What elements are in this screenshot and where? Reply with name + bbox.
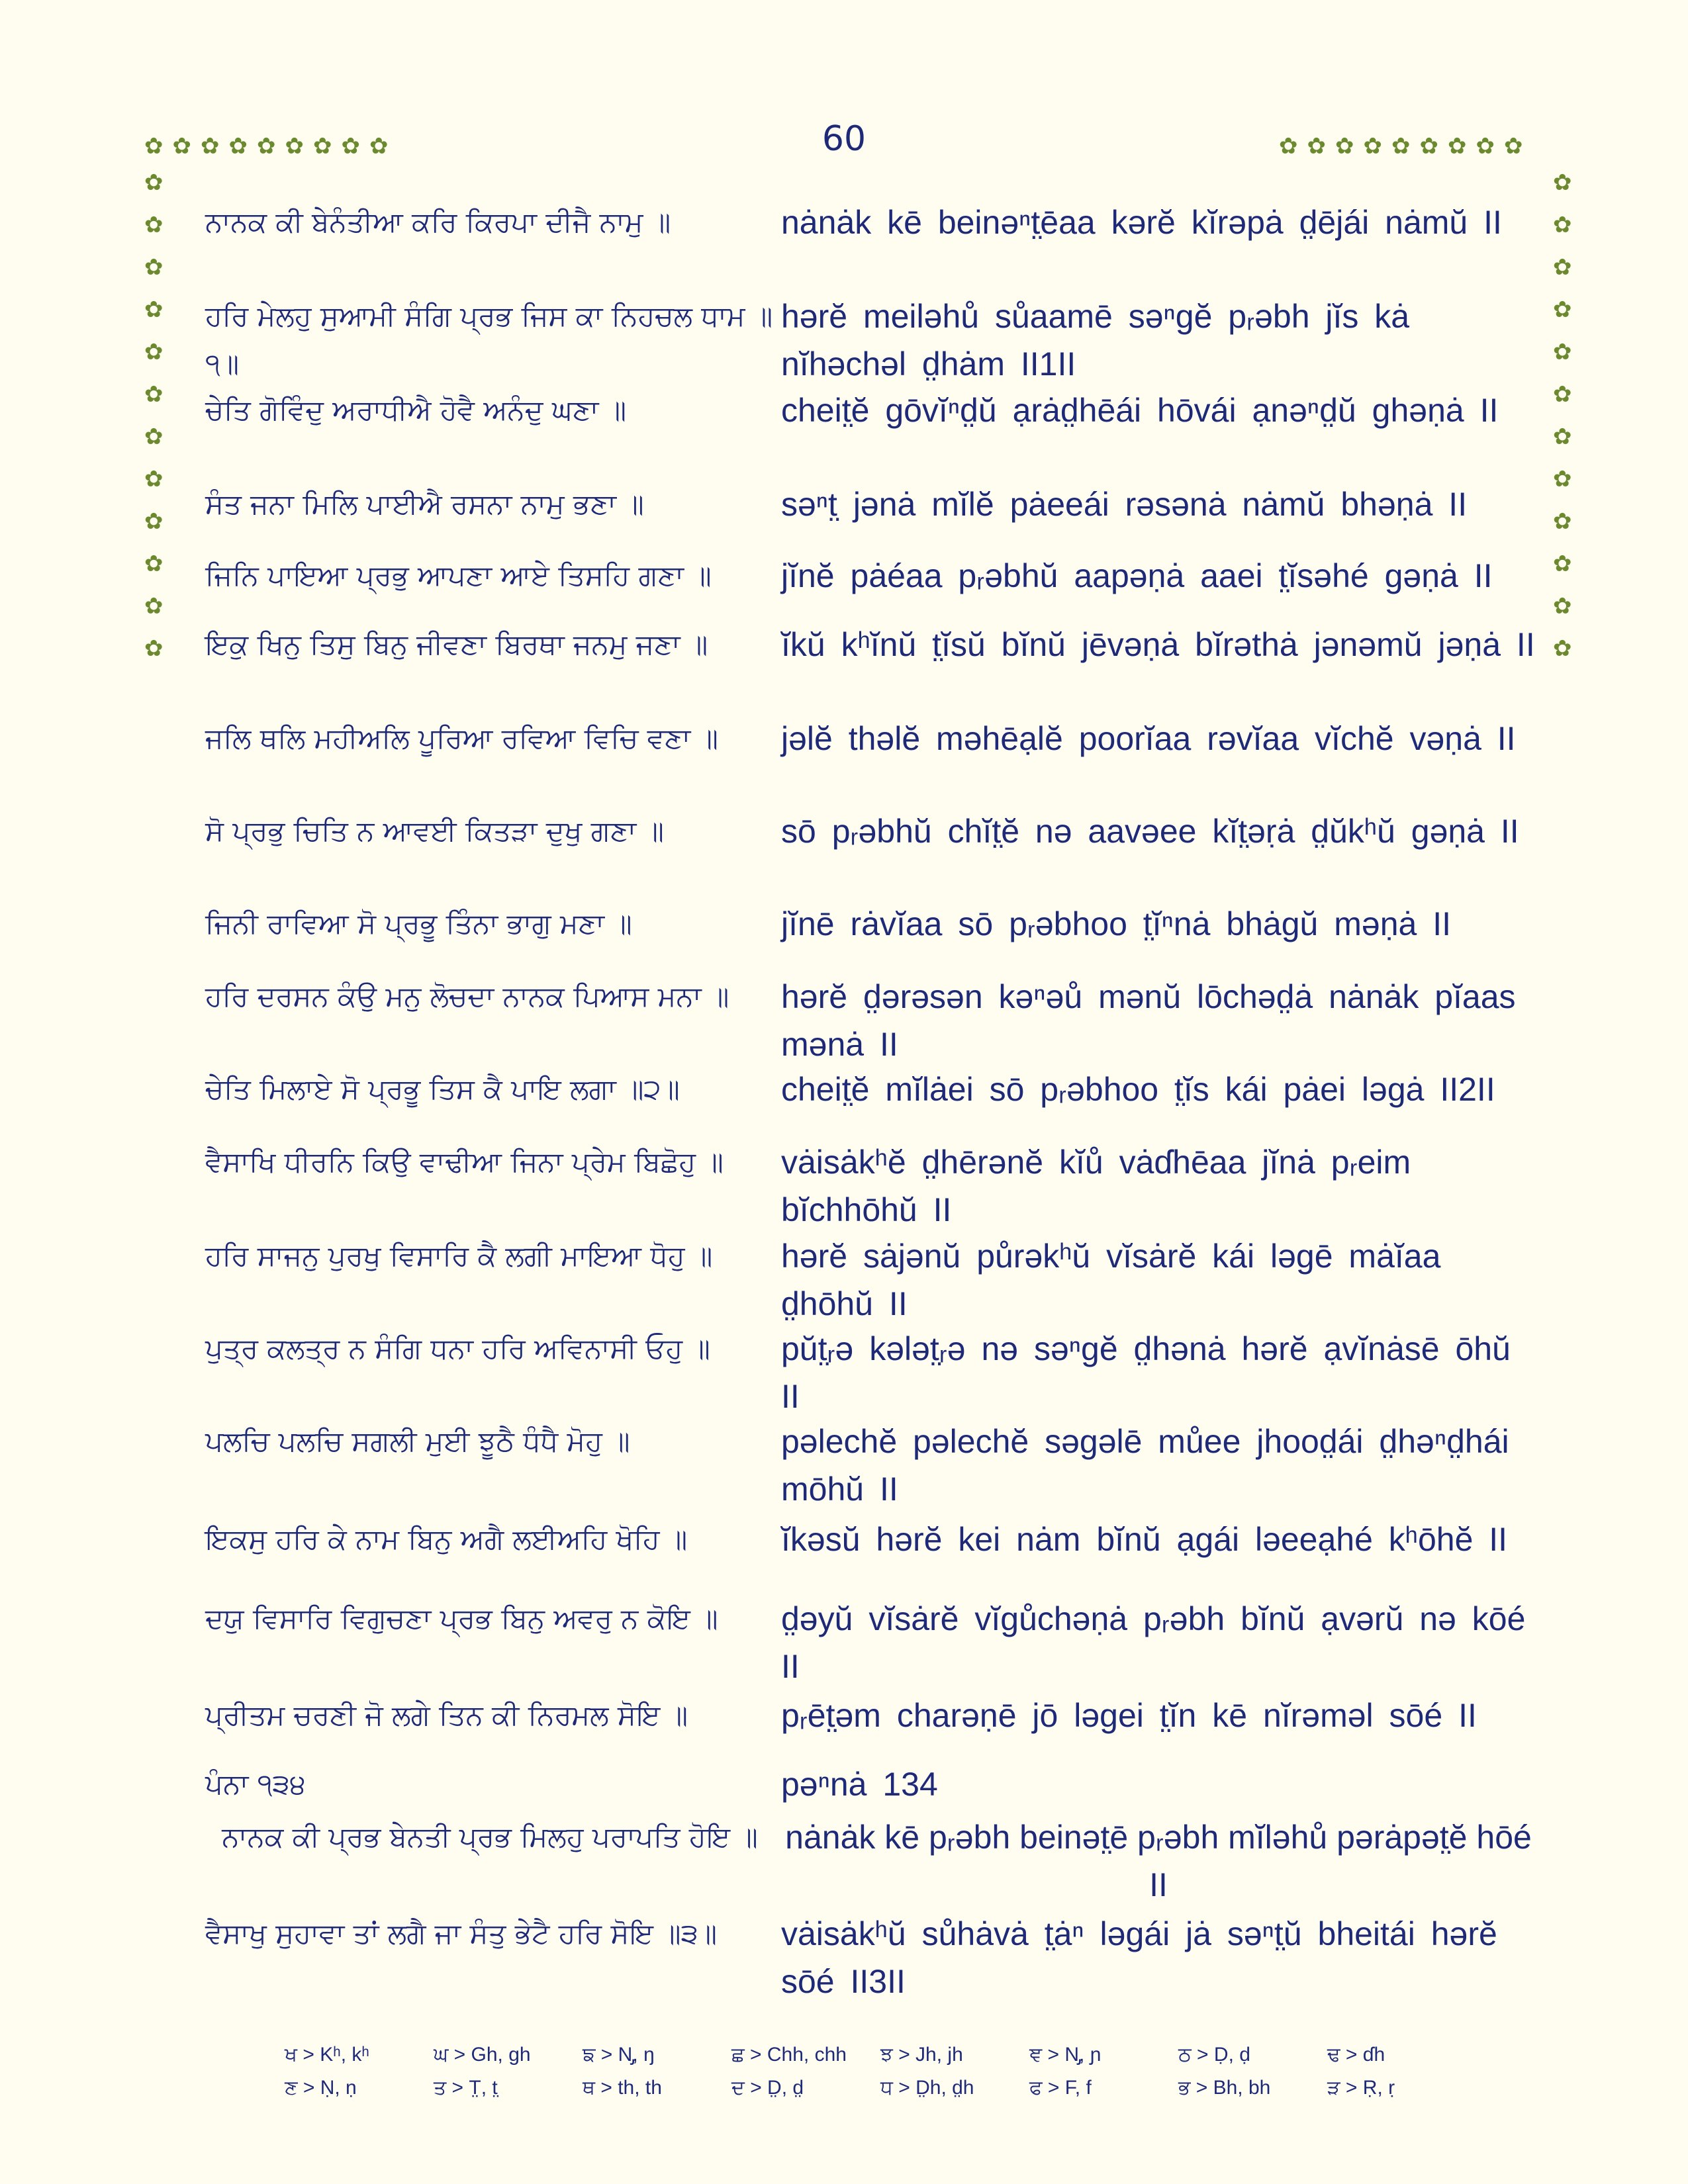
flower-icon: ✿ [1553, 254, 1572, 281]
flower-icon: ✿ [144, 254, 164, 281]
gurmukhi-text: ਨਾਨਕ ਕੀ ਪ੍ਰਭ ਬੇਨਤੀ ਪ੍ਰਭ ਮਿਲਹੁ ਪਰਾਪਤਿ ਹੋਇ ॥ [222, 1821, 758, 1853]
verse-row [205, 1418, 1536, 1508]
transliteration-text: jĭnĕ pȧéaa pᵣəbhŭ aapəṇȧ aaei t̤ĭsəhé gəṇȧ II [781, 557, 1493, 594]
transliteration-text: pəlechĕ pəlechĕ səgəlē můee jhood̤ái d̤həⁿd̤hái mōhŭ II [781, 1423, 1509, 1508]
verse-row [205, 1066, 1536, 1113]
transliteration-text: cheit̤ĕ mĭlȧei sō pᵣəbhoo t̤ĭs kái pȧei ləgȧ II2II [781, 1071, 1495, 1108]
legend-item: ਣ > Ṇ, ṇ [285, 2077, 357, 2099]
verse-row [205, 1232, 1536, 1322]
gurmukhi-text: ਇਕਸੁ ਹਰਿ ਕੇ ਨਾਮ ਬਿਨੁ ਅਗੈ ਲਈਅਹਿ ਖੋਹਿ ॥ [205, 1523, 688, 1555]
transliteration-legend [285, 2038, 1476, 2105]
flower-icon: ✿ [201, 133, 229, 159]
flower-icon: ✿ [1391, 133, 1420, 159]
flower-icon: ✿ [1448, 133, 1476, 159]
gurmukhi-text: ਹਰਿ ਮੇਲਹੁ ਸੁਆਮੀ ਸੰਗਿ ਪ੍ਰਭ ਜਿਸ ਕਾ ਨਿਹਚਲ ਧਾਮ ॥੧॥ [205, 300, 773, 380]
legend-item: ਞ > N̡, ɲ [1029, 2044, 1102, 2066]
gurmukhi-text: ਪੰਨਾ ੧੩੪ [205, 1768, 306, 1800]
legend-row [285, 2038, 1476, 2071]
flower-icon: ✿ [1553, 551, 1572, 577]
flower-icon: ✿ [341, 133, 369, 159]
transliteration-text: cheit̤ĕ gōvĭⁿd̤ŭ ạrȧd̤hēái hōvái ạnəⁿd̤ŭ ghəṇȧ II [781, 392, 1499, 429]
transliteration-text: ĭkəsŭ hərĕ kei nȧm bĭnŭ ạgái ləeeạhé kʰōhĕ II [781, 1521, 1508, 1558]
page-number: 60 [821, 119, 867, 159]
flower-icon: ✿ [1553, 466, 1572, 492]
flower-icon: ✿ [144, 339, 164, 365]
flower-border-top-right [1279, 135, 1532, 158]
verse-row [205, 552, 1536, 600]
transliteration-text: səⁿt̤ jənȧ mĭlĕ pȧeeái rəsənȧ nȧmŭ bhəṇȧ II [781, 486, 1468, 523]
gurmukhi-text: ਪ੍ਰੀਤਮ ਚਰਣੀ ਜੋ ਲਗੇ ਤਿਨ ਕੀ ਨਿਰਮਲ ਸੋਇ ॥ [205, 1699, 688, 1731]
flower-icon: ✿ [1553, 381, 1572, 408]
flower-icon: ✿ [1279, 133, 1307, 159]
verse-row [205, 293, 1536, 388]
gurmukhi-text: ਨਾਨਕ ਕੀ ਬੇਨੰਤੀਆ ਕਰਿ ਕਿਰਪਾ ਦੀਜੈ ਨਾਮੁ ॥ [205, 206, 671, 238]
flower-icon: ✿ [228, 133, 257, 159]
flower-icon: ✿ [144, 635, 164, 662]
flower-icon: ✿ [144, 424, 164, 450]
flower-icon: ✿ [1307, 133, 1335, 159]
legend-item: ਛ > Chh, chh [731, 2044, 847, 2066]
flower-icon: ✿ [144, 551, 164, 577]
verse-row [205, 480, 1536, 528]
verse-row [205, 973, 1536, 1063]
legend-item: ਙ > N̡, ŋ [583, 2044, 655, 2066]
flower-icon: ✿ [144, 169, 164, 196]
gurmukhi-text: ਪਲਚਿ ਪਲਚਿ ਸਗਲੀ ਮੁਈ ਝੂਠੈ ਧੰਧੈ ਮੋਹੁ ॥ [205, 1425, 630, 1457]
legend-item: ਘ > Gh, gh [434, 2044, 531, 2066]
flower-icon: ✿ [1553, 424, 1572, 450]
verse-row [205, 1516, 1536, 1563]
legend-item: ਧ > D̤h, d̤h [880, 2077, 974, 2099]
flower-icon: ✿ [144, 381, 164, 408]
gurmukhi-text: ਹਰਿ ਸਾਜਨੁ ਪੁਰਖੁ ਵਿਸਾਰਿ ਕੈ ਲਗੀ ਮਾਇਆ ਧੋਹੁ ॥ [205, 1240, 713, 1272]
verse-row [205, 387, 1536, 434]
gurmukhi-text: ਸੰਤ ਜਨਾ ਮਿਲਿ ਪਾਈਐ ਰਸਨਾ ਨਾਮੁ ਭਣਾ ॥ [205, 488, 644, 520]
verse-row [205, 621, 1536, 668]
flower-icon: ✿ [144, 296, 164, 323]
gurmukhi-text: ਹਰਿ ਦਰਸਨ ਕੰਉ ਮਨੁ ਲੋਚਦਾ ਨਾਨਕ ਪਿਆਸ ਮਨਾ ॥ [205, 980, 729, 1013]
flower-icon: ✿ [1553, 593, 1572, 619]
verse-row [205, 900, 1536, 948]
flower-icon: ✿ [257, 133, 285, 159]
flower-icon: ✿ [1553, 508, 1572, 535]
verse-row [205, 715, 1536, 762]
transliteration-text: hərĕ meiləhů sůaamē səⁿgĕ pᵣəbh jĭs kȧ nĭhəchəl d̤hȧm II1II [781, 298, 1410, 383]
transliteration-text: nȧnȧk kē pᵣəbh beinət̤ē pᵣəbh mĭləhů pərȧpət̤ĕ hōé II [785, 1819, 1532, 1903]
verse-row [205, 1692, 1536, 1739]
gurmukhi-text: ਚੇਤਿ ਗੋਵਿੰਦੁ ਅਰਾਧੀਐ ਹੋਵੈ ਅਨੰਦੁ ਘਣਾ ॥ [205, 394, 627, 426]
gurmukhi-text: ਇਕੁ ਖਿਨੁ ਤਿਸੁ ਬਿਨੁ ਜੀਵਣਾ ਬਿਰਥਾ ਜਨਮੁ ਜਣਾ ॥ [205, 628, 708, 660]
flower-icon: ✿ [144, 508, 164, 535]
verse-row [205, 807, 1536, 855]
legend-item: ਤ > T̤, t̤ [434, 2077, 498, 2099]
legend-item: ਝ > Jh, jh [880, 2044, 963, 2066]
flower-icon: ✿ [285, 133, 313, 159]
gurmukhi-text: ਚੇਤਿ ਮਿਲਾਏ ਸੋ ਪ੍ਰਭੂ ਤਿਸ ਕੈ ਪਾਇ ਲਗਾ ॥੨॥ [205, 1073, 680, 1105]
transliteration-text: d̤əyŭ vĭsȧrĕ vĭgůchəṇȧ pᵣəbh bĭnŭ ạvərŭ nə kōé II [781, 1600, 1526, 1685]
verse-row [205, 1760, 1536, 1808]
flower-icon: ✿ [1553, 212, 1572, 238]
legend-item: ਭ > Bh, bh [1178, 2077, 1271, 2099]
gurmukhi-text: ਜਲਿ ਥਲਿ ਮਹੀਅਲਿ ਪੂਰਿਆ ਰਵਿਆ ਵਿਚਿ ਵਣਾ ॥ [205, 722, 718, 754]
flower-icon: ✿ [144, 133, 173, 159]
transliteration-text: jĭnē rȧvĭaa sō pᵣəbhoo t̤ĭⁿnȧ bhȧgŭ məṇȧ II [781, 905, 1451, 942]
transliteration-text: ĭkŭ kʰĭnŭ t̤ĭsŭ bĭnŭ jēvəṇȧ bĭrəthȧ jənəmŭ jəṇȧ II [781, 626, 1535, 663]
transliteration-text: nȧnȧk kē beinəⁿt̤ēaa kərĕ kĭrəpȧ d̤ējái nȧmŭ II [781, 204, 1502, 241]
flower-icon: ✿ [1553, 635, 1572, 662]
verse-row [205, 1910, 1536, 2000]
flower-icon: ✿ [172, 133, 201, 159]
transliteration-text: jəlĕ thəlĕ məhēạlĕ poorĭaa rəvĭaa vĭchĕ vəṇȧ II [781, 720, 1516, 757]
flower-icon: ✿ [144, 212, 164, 238]
flower-border-top-left [144, 135, 398, 158]
flower-icon: ✿ [1335, 133, 1364, 159]
transliteration-text: hərĕ d̤ərəsən kəⁿəů mənŭ lōchəd̤ȧ nȧnȧk pĭaas mənȧ II [781, 978, 1516, 1063]
legend-item: ਠ > Ḍ, ḍ [1178, 2044, 1250, 2066]
verse-row [205, 1138, 1536, 1228]
flower-icon: ✿ [1553, 169, 1572, 196]
verse-row [205, 1595, 1536, 1685]
legend-item: ੜ > Ṛ, ṛ [1327, 2077, 1395, 2099]
flower-icon: ✿ [144, 593, 164, 619]
transliteration-text: pŭt̤ᵣə kələt̤ᵣə nə səⁿgĕ d̤hənȧ hərĕ ạvĭnȧsē ōhŭ II [781, 1330, 1511, 1415]
verse-row [205, 1325, 1536, 1415]
gurmukhi-text: ਵੈਸਾਖੁ ਸੁਹਾਵਾ ਤਾਂ ਲਗੈ ਜਾ ਸੰਤੁ ਭੇਟੈ ਹਰਿ ਸੋਇ ॥੩॥ [205, 1917, 718, 1950]
transliteration-text: vȧisȧkʰŭ sůhȧvȧ t̤ȧⁿ ləgái jȧ səⁿt̤ŭ bheitái hərĕ sōé II3II [781, 1915, 1497, 2000]
transliteration-text: hərĕ sȧjənŭ půrəkʰŭ vĭsȧrĕ kái ləgē mȧĭaa d̤hōhŭ II [781, 1238, 1441, 1322]
flower-icon: ✿ [369, 133, 398, 159]
transliteration-text: pᵣēt̤əm charəṇē jō ləgei t̤ĭn kē nĭrəməl sōé II [781, 1697, 1477, 1734]
legend-item: ਢ > ɗh [1327, 2044, 1385, 2066]
legend-row [285, 2071, 1476, 2105]
flower-icon: ✿ [1419, 133, 1448, 159]
verse-row [205, 199, 1536, 246]
legend-item: ਦ > D̤, d̤ [731, 2077, 804, 2099]
transliteration-text: sō pᵣəbhŭ chĭt̤ĕ nə aavəee kĭt̤əṛȧ d̤ŭkʰŭ gəṇȧ II [781, 813, 1519, 850]
legend-item: ਫ > F, f [1029, 2077, 1092, 2099]
legend-item: ਖ > Kʰ, kʰ [285, 2044, 369, 2066]
legend-item: ਥ > th, th [583, 2077, 662, 2099]
flower-icon: ✿ [1363, 133, 1391, 159]
flower-icon: ✿ [1553, 296, 1572, 323]
flower-icon: ✿ [1553, 339, 1572, 365]
flower-icon: ✿ [313, 133, 342, 159]
gurmukhi-text: ਦਯੁ ਵਿਸਾਰਿ ਵਿਗੁਚਣਾ ਪ੍ਰਭ ਬਿਨੁ ਅਵਰੁ ਨ ਕੋਇ ॥ [205, 1602, 718, 1635]
gurmukhi-text: ਸੋ ਪ੍ਰਭੁ ਚਿਤਿ ਨ ਆਵਈ ਕਿਤੜਾ ਦੁਖੁ ਗਣਾ ॥ [205, 815, 664, 847]
transliteration-text: vȧisȧkʰĕ d̤hērənĕ kĭů vȧɗhēaa jĭnȧ pᵣeim bĭchhōhŭ II [781, 1144, 1411, 1228]
gurmukhi-text: ਜਿਨਿ ਪਾਇਆ ਪ੍ਰਭੁ ਆਪਣਾ ਆਏ ਤਿਸਹਿ ਗਣਾ ॥ [205, 559, 712, 592]
gurmukhi-text: ਜਿਨੀ ਰਾਵਿਆ ਸੋ ਪ੍ਰਭੂ ਤਿੰਨਾ ਭਾਗੁ ਮਣਾ ॥ [205, 907, 632, 940]
flower-icon: ✿ [144, 466, 164, 492]
gurmukhi-text: ਵੈਸਾਖਿ ਧੀਰਨਿ ਕਿਉ ਵਾਢੀਆ ਜਿਨਾ ਪ੍ਰੇਮ ਬਿਛੋਹੁ ॥ [205, 1146, 724, 1178]
flower-icon: ✿ [1504, 133, 1532, 159]
gurmukhi-text: ਪੁਤ੍ਰ ਕਲਤ੍ਰ ਨ ਸੰਗਿ ਧਨਾ ਹਰਿ ਅਵਿਨਾਸੀ ਓਹੁ ॥ [205, 1332, 710, 1365]
transliteration-text: pəⁿnȧ 134 [781, 1766, 938, 1803]
page-reference-row [205, 1813, 1536, 1903]
flower-icon: ✿ [1476, 133, 1504, 159]
